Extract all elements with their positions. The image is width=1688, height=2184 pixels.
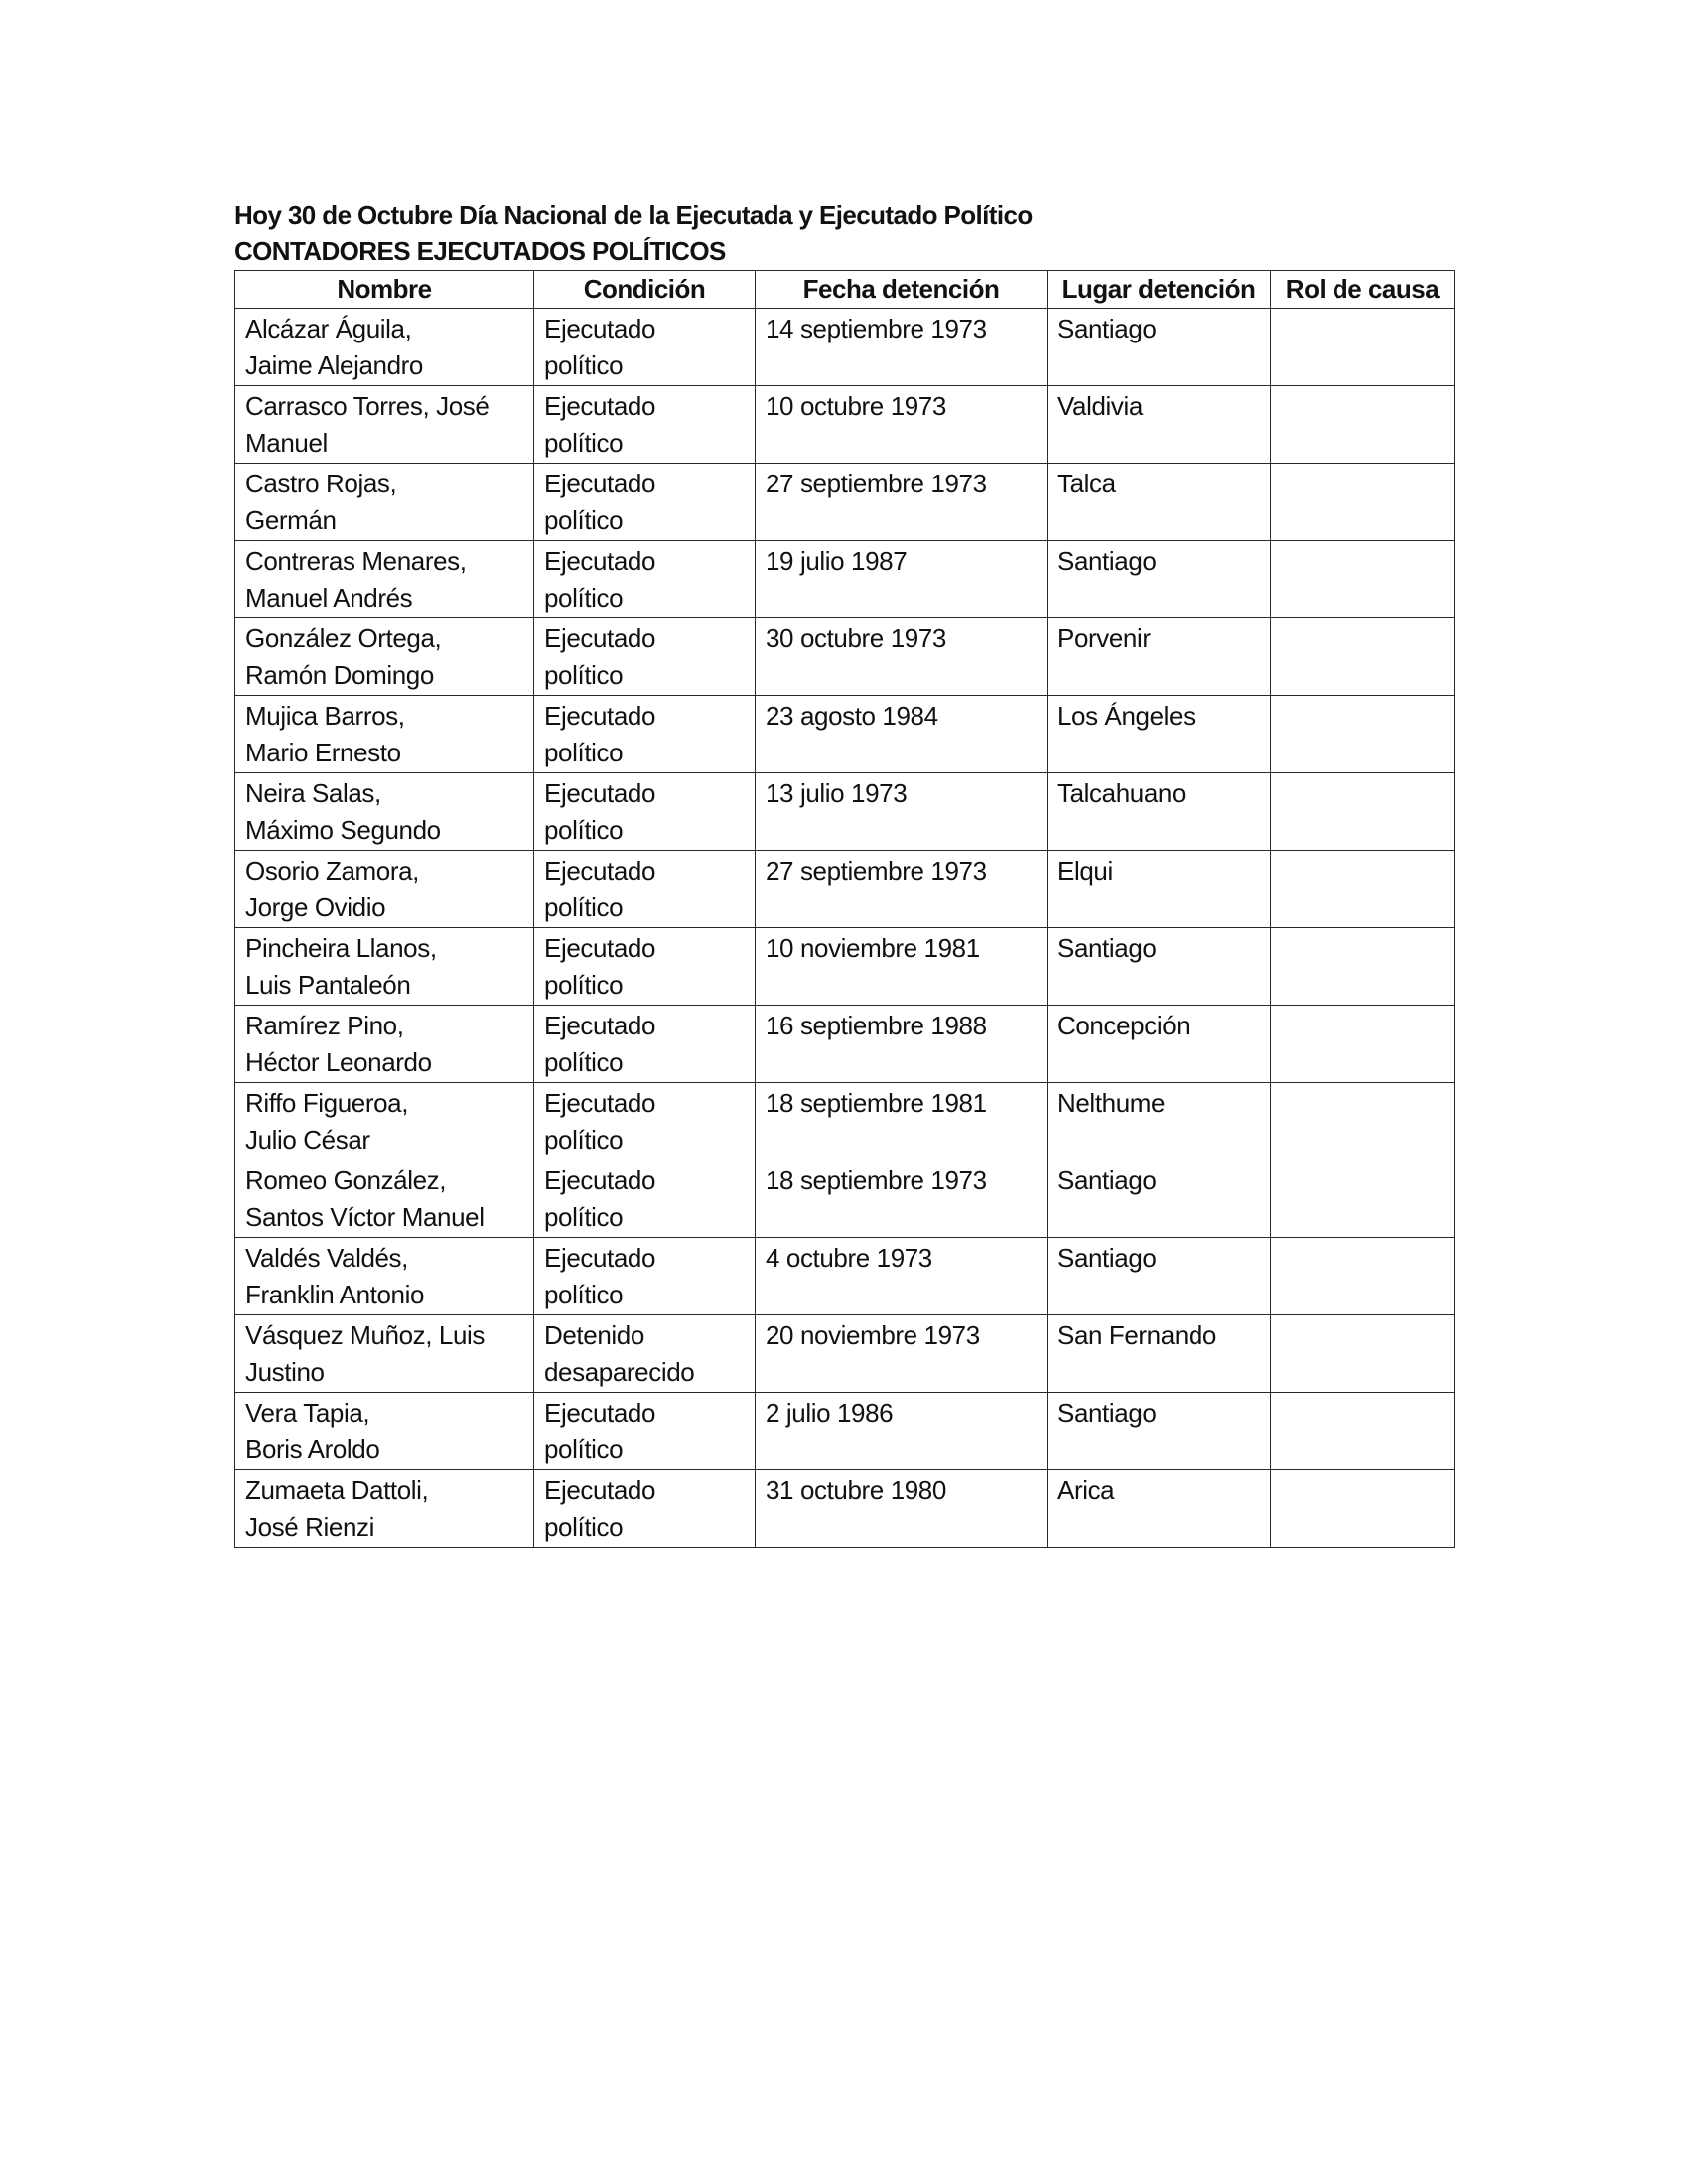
header-lugar-detencion: Lugar detención <box>1048 271 1271 309</box>
condicion-line: desaparecido <box>544 1357 695 1387</box>
cell-lugar-detencion <box>1048 1160 1271 1238</box>
nombre-line: Ramírez Pino, <box>245 1011 404 1040</box>
table-row <box>235 386 1455 464</box>
cell-rol-de-causa <box>1271 386 1455 464</box>
cell-lugar-detencion <box>1048 1006 1271 1083</box>
nombre-line: Jaime Alejandro <box>245 350 423 380</box>
cell-nombre <box>235 1083 534 1160</box>
cell-nombre <box>235 386 534 464</box>
lugar-text: Santiago <box>1057 1398 1157 1428</box>
nombre-line: Alcázar Águila, <box>245 314 412 343</box>
cell-fecha-detencion <box>756 464 1048 541</box>
cell-condicion <box>534 541 756 618</box>
fecha-text: 14 septiembre 1973 <box>766 314 987 343</box>
cell-nombre <box>235 773 534 851</box>
cell-fecha-detencion <box>756 309 1048 386</box>
cell-fecha-detencion <box>756 773 1048 851</box>
condicion-line: político <box>544 815 624 845</box>
condicion-line: Ejecutado <box>544 701 656 731</box>
cell-condicion <box>534 851 756 928</box>
table-row <box>235 696 1455 773</box>
cell-fecha-detencion <box>756 618 1048 696</box>
condicion-line: Ejecutado <box>544 933 656 963</box>
fecha-text: 30 octubre 1973 <box>766 623 946 653</box>
condicion-line: Ejecutado <box>544 469 656 498</box>
condicion-line: Ejecutado <box>544 1088 656 1118</box>
cell-condicion <box>534 773 756 851</box>
condicion-line: Ejecutado <box>544 623 656 653</box>
condicion-line: político <box>544 970 624 1000</box>
nombre-line: Ramón Domingo <box>245 660 434 690</box>
fecha-text: 18 septiembre 1973 <box>766 1165 987 1195</box>
nombre-line: José Rienzi <box>245 1512 374 1542</box>
cell-lugar-detencion <box>1048 1315 1271 1393</box>
table-row <box>235 851 1455 928</box>
contadores-table <box>234 270 1455 1548</box>
fecha-text: 4 octubre 1973 <box>766 1243 932 1273</box>
cell-lugar-detencion <box>1048 541 1271 618</box>
condicion-line: Ejecutado <box>544 856 656 886</box>
cell-nombre <box>235 696 534 773</box>
fecha-text: 19 julio 1987 <box>766 546 908 576</box>
condicion-line: político <box>544 660 624 690</box>
nombre-line: Zumaeta Dattoli, <box>245 1475 429 1505</box>
condicion-line: político <box>544 1202 624 1232</box>
nombre-line: Osorio Zamora, <box>245 856 420 886</box>
table-row <box>235 1238 1455 1315</box>
cell-nombre <box>235 1470 534 1548</box>
document-subtitle: CONTADORES EJECUTADOS POLÍTICOS <box>234 236 726 266</box>
lugar-text: Concepción <box>1057 1011 1191 1040</box>
nombre-line: Neira Salas, <box>245 778 381 808</box>
condicion-line: político <box>544 1047 624 1077</box>
lugar-text: Arica <box>1057 1475 1115 1505</box>
cell-condicion <box>534 1393 756 1470</box>
cell-rol-de-causa <box>1271 773 1455 851</box>
cell-lugar-detencion <box>1048 1238 1271 1315</box>
table-row <box>235 618 1455 696</box>
cell-rol-de-causa <box>1271 1083 1455 1160</box>
cell-rol-de-causa <box>1271 618 1455 696</box>
cell-rol-de-causa <box>1271 309 1455 386</box>
nombre-line: Valdés Valdés, <box>245 1243 408 1273</box>
cell-nombre <box>235 851 534 928</box>
nombre-line: Romeo González, <box>245 1165 447 1195</box>
cell-nombre <box>235 1393 534 1470</box>
cell-lugar-detencion <box>1048 618 1271 696</box>
fecha-text: 2 julio 1986 <box>766 1398 894 1428</box>
cell-fecha-detencion <box>756 1393 1048 1470</box>
condicion-line: Ejecutado <box>544 1243 656 1273</box>
condicion-line: político <box>544 428 624 458</box>
header-condicion: Condición <box>534 271 756 309</box>
cell-condicion <box>534 1083 756 1160</box>
cell-lugar-detencion <box>1048 696 1271 773</box>
nombre-line: Mario Ernesto <box>245 738 401 767</box>
table-row <box>235 1083 1455 1160</box>
nombre-line: Germán <box>245 505 337 535</box>
cell-condicion <box>534 1238 756 1315</box>
table-row <box>235 1470 1455 1548</box>
table-row <box>235 1006 1455 1083</box>
condicion-line: Ejecutado <box>544 1011 656 1040</box>
fecha-text: 20 noviembre 1973 <box>766 1320 980 1350</box>
lugar-text: Santiago <box>1057 1165 1157 1195</box>
condicion-line: Ejecutado <box>544 546 656 576</box>
cell-rol-de-causa <box>1271 851 1455 928</box>
cell-lugar-detencion <box>1048 851 1271 928</box>
cell-rol-de-causa <box>1271 928 1455 1006</box>
cell-fecha-detencion <box>756 1238 1048 1315</box>
cell-condicion <box>534 1315 756 1393</box>
cell-rol-de-causa <box>1271 1160 1455 1238</box>
lugar-text: Santiago <box>1057 933 1157 963</box>
table-row <box>235 309 1455 386</box>
fecha-text: 13 julio 1973 <box>766 778 908 808</box>
nombre-line: Mujica Barros, <box>245 701 405 731</box>
fecha-text: 16 septiembre 1988 <box>766 1011 987 1040</box>
lugar-text: Porvenir <box>1057 623 1151 653</box>
nombre-line: Julio César <box>245 1125 370 1155</box>
table-row <box>235 928 1455 1006</box>
cell-fecha-detencion <box>756 386 1048 464</box>
condicion-line: político <box>544 1125 624 1155</box>
cell-condicion <box>534 696 756 773</box>
nombre-line: Justino <box>245 1357 325 1387</box>
nombre-line: Carrasco Torres, José <box>245 391 490 421</box>
table-row <box>235 773 1455 851</box>
table-row <box>235 1160 1455 1238</box>
condicion-line: político <box>544 350 624 380</box>
cell-fecha-detencion <box>756 1315 1048 1393</box>
condicion-line: político <box>544 738 624 767</box>
nombre-line: Luis Pantaleón <box>245 970 411 1000</box>
cell-condicion <box>534 928 756 1006</box>
cell-nombre <box>235 464 534 541</box>
cell-rol-de-causa <box>1271 696 1455 773</box>
fecha-text: 23 agosto 1984 <box>766 701 938 731</box>
condicion-line: Ejecutado <box>544 778 656 808</box>
table-body <box>235 309 1455 1548</box>
nombre-line: González Ortega, <box>245 623 442 653</box>
cell-lugar-detencion <box>1048 1083 1271 1160</box>
cell-rol-de-causa <box>1271 1315 1455 1393</box>
fecha-text: 27 septiembre 1973 <box>766 856 987 886</box>
cell-fecha-detencion <box>756 1006 1048 1083</box>
cell-rol-de-causa <box>1271 464 1455 541</box>
cell-nombre <box>235 1006 534 1083</box>
condicion-line: político <box>544 505 624 535</box>
nombre-line: Manuel <box>245 428 328 458</box>
fecha-text: 18 septiembre 1981 <box>766 1088 987 1118</box>
cell-nombre <box>235 618 534 696</box>
lugar-text: Santiago <box>1057 314 1157 343</box>
table-header-row <box>235 271 1455 309</box>
nombre-line: Jorge Ovidio <box>245 892 386 922</box>
nombre-line: Contreras Menares, <box>245 546 467 576</box>
condicion-line: Ejecutado <box>544 1398 656 1428</box>
nombre-line: Santos Víctor Manuel <box>245 1202 485 1232</box>
cell-fecha-detencion <box>756 928 1048 1006</box>
nombre-line: Franklin Antonio <box>245 1280 425 1309</box>
header-fecha-detencion: Fecha detención <box>756 271 1048 309</box>
header-nombre: Nombre <box>235 271 534 309</box>
cell-nombre <box>235 309 534 386</box>
condicion-line: Ejecutado <box>544 314 656 343</box>
condicion-line: político <box>544 1280 624 1309</box>
lugar-text: Nelthume <box>1057 1088 1166 1118</box>
lugar-text: Talcahuano <box>1057 778 1186 808</box>
cell-lugar-detencion <box>1048 1470 1271 1548</box>
lugar-text: Valdivia <box>1057 391 1143 421</box>
lugar-text: Elqui <box>1057 856 1113 886</box>
condicion-line: político <box>544 1434 624 1464</box>
header-rol-de-causa: Rol de causa <box>1271 271 1455 309</box>
lugar-text: Santiago <box>1057 546 1157 576</box>
cell-rol-de-causa <box>1271 1006 1455 1083</box>
cell-lugar-detencion <box>1048 928 1271 1006</box>
cell-rol-de-causa <box>1271 1470 1455 1548</box>
cell-lugar-detencion <box>1048 309 1271 386</box>
condicion-line: Ejecutado <box>544 391 656 421</box>
cell-rol-de-causa <box>1271 541 1455 618</box>
cell-nombre <box>235 541 534 618</box>
condicion-line: Ejecutado <box>544 1165 656 1195</box>
cell-fecha-detencion <box>756 696 1048 773</box>
cell-fecha-detencion <box>756 1083 1048 1160</box>
lugar-text: Santiago <box>1057 1243 1157 1273</box>
document-title: Hoy 30 de Octubre Día Nacional de la Ejecutada y Ejecutado Político <box>234 201 1033 230</box>
cell-nombre <box>235 1238 534 1315</box>
nombre-line: Vera Tapia, <box>245 1398 370 1428</box>
cell-lugar-detencion <box>1048 1393 1271 1470</box>
condicion-line: político <box>544 583 624 613</box>
condicion-line: político <box>544 892 624 922</box>
condicion-line: Ejecutado <box>544 1475 656 1505</box>
nombre-line: Vásquez Muñoz, Luis <box>245 1320 485 1350</box>
table-row <box>235 464 1455 541</box>
table-row <box>235 1393 1455 1470</box>
cell-fecha-detencion <box>756 851 1048 928</box>
lugar-text: Los Ángeles <box>1057 701 1196 731</box>
cell-condicion <box>534 1160 756 1238</box>
nombre-line: Máximo Segundo <box>245 815 441 845</box>
cell-lugar-detencion <box>1048 773 1271 851</box>
nombre-line: Héctor Leonardo <box>245 1047 432 1077</box>
cell-rol-de-causa <box>1271 1238 1455 1315</box>
table-row <box>235 1315 1455 1393</box>
cell-rol-de-causa <box>1271 1393 1455 1470</box>
lugar-text: San Fernando <box>1057 1320 1216 1350</box>
cell-nombre <box>235 1315 534 1393</box>
cell-nombre <box>235 1160 534 1238</box>
fecha-text: 27 septiembre 1973 <box>766 469 987 498</box>
lugar-text: Talca <box>1057 469 1116 498</box>
cell-lugar-detencion <box>1048 464 1271 541</box>
nombre-line: Boris Aroldo <box>245 1434 380 1464</box>
cell-fecha-detencion <box>756 541 1048 618</box>
fecha-text: 10 noviembre 1981 <box>766 933 980 963</box>
cell-fecha-detencion <box>756 1470 1048 1548</box>
fecha-text: 31 octubre 1980 <box>766 1475 946 1505</box>
nombre-line: Riffo Figueroa, <box>245 1088 409 1118</box>
cell-nombre <box>235 928 534 1006</box>
table-row <box>235 541 1455 618</box>
cell-condicion <box>534 309 756 386</box>
condicion-line: político <box>544 1512 624 1542</box>
fecha-text: 10 octubre 1973 <box>766 391 946 421</box>
cell-lugar-detencion <box>1048 386 1271 464</box>
cell-condicion <box>534 464 756 541</box>
cell-condicion <box>534 1470 756 1548</box>
cell-condicion <box>534 618 756 696</box>
condicion-line: Detenido <box>544 1320 644 1350</box>
nombre-line: Pincheira Llanos, <box>245 933 437 963</box>
cell-fecha-detencion <box>756 1160 1048 1238</box>
nombre-line: Castro Rojas, <box>245 469 397 498</box>
cell-condicion <box>534 386 756 464</box>
nombre-line: Manuel Andrés <box>245 583 413 613</box>
cell-condicion <box>534 1006 756 1083</box>
